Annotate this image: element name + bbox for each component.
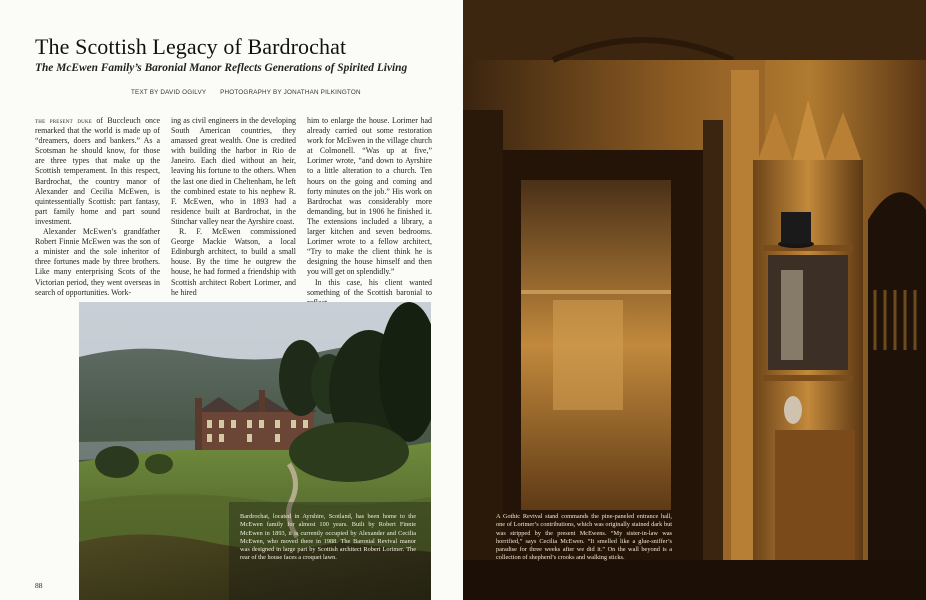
body-paragraph: R. F. McEwen commissioned George Mackie Watson, a local Edinburgh architect, to build a small house. By the time he outgrew the house, he had formed a friendship with Scottish architect Robert Lorimer, and he hired xyxy=(171,227,296,297)
lead-in: the present duke xyxy=(35,116,93,125)
entrance-hall-illustration xyxy=(463,0,926,600)
text-credit: TEXT BY DAVID OGILVY xyxy=(131,89,207,96)
body-paragraph: In this case, his client wanted something of the Scottish baronial to xyxy=(307,277,432,297)
body-paragraph: him to enlarge the house. Lorimer had already carried out some restoration work for McEwen in the village church at Colmonell. “Was up at five,” Lorimer wrote, “and down to Ayrshire to a little alteration to a church. Ten hours on the going and coming and forty minutes on the job.” His work on Bardrochat was considerably more demanding, but in 1906 he finished it. The extensions included a library, a larger kitchen and seven bedrooms. Lorimer wrote to a fellow architect, “Try to make the client think he is designing the house himself and then you will get on splendidly.” xyxy=(307,116,432,277)
body-column-2 xyxy=(171,116,296,298)
body-column-1 xyxy=(35,116,160,298)
body-column-3 xyxy=(307,116,432,308)
page-number: 88 xyxy=(35,581,43,590)
right-page-photo xyxy=(463,0,926,600)
photo-caption-right: A Gothic Revival stand commands the pine-paneled entrance hall, one of Lorimer’s contributions, which was originally stained dark but was stripped by the present McEwens. “My sister-in-law was horrified,” says Cecilia McEwen. “It smelled like a glue-sniffer’s paradise for three weeks after we did it.” On the wall beyond is a collection of shepherd’s crooks and walking sticks. xyxy=(496,513,672,562)
gothic-stand xyxy=(753,100,863,580)
article-credits xyxy=(131,89,361,96)
body-paragraph: Alexander McEwen’s grandfather Robert Finnie McEwen was the son of a minister and the sole inheritor of three fortunes made by three brothers. Like many enterprising Scots of the Victorian period, they went overseas in search of opportunities. Work- xyxy=(35,227,160,297)
article-title: The Scottish Legacy of Bardrochat xyxy=(35,34,347,59)
photo-caption-left: Bardrochat, located in Ayrshire, Scotland, has been home to the McEwen family for almost 100 years. Built by Robert Finnie McEwen in 1893, it is currently occupied by Alexander and Cecilia McEwen, who moved there in 1988. The Baronial Revival manor was designed in large part by Scottish architect Robert Lorimer. The rear of the house faces a croquet lawn. xyxy=(240,513,416,562)
article-subtitle: The McEwen Family’s Baronial Manor Reflects Generations of Spirited Living xyxy=(35,62,408,74)
photo-credit: PHOTOGRAPHY BY JONATHAN PILKINGTON xyxy=(220,89,361,96)
body-paragraph: the present duke of Buccleuch once remarked that the world is made up of “dreamers, doers and bankers.” As a Scotsman he should know, for those are three types that make up the Scottish temperament. In this respect, Bardrochat, the country manor of Alexander and Cecilia McEwen, is quintessentially Scottish: part fantasy, part family home and part sound investment. xyxy=(35,116,161,226)
body-paragraph: ing as civil engineers in the developing South American countries, they amassed great wealth. One is credited with building the harbor in Rio de Janeiro. Each died without an heir, leaving his fortune to the others. When the last one died in Cheltenham, he left the combined estate to his nephew R. F. McEwen, who in 1893 had a residence built at Bardrochat, in the Stinchar valley near the Ayrshire coast. xyxy=(171,116,296,226)
